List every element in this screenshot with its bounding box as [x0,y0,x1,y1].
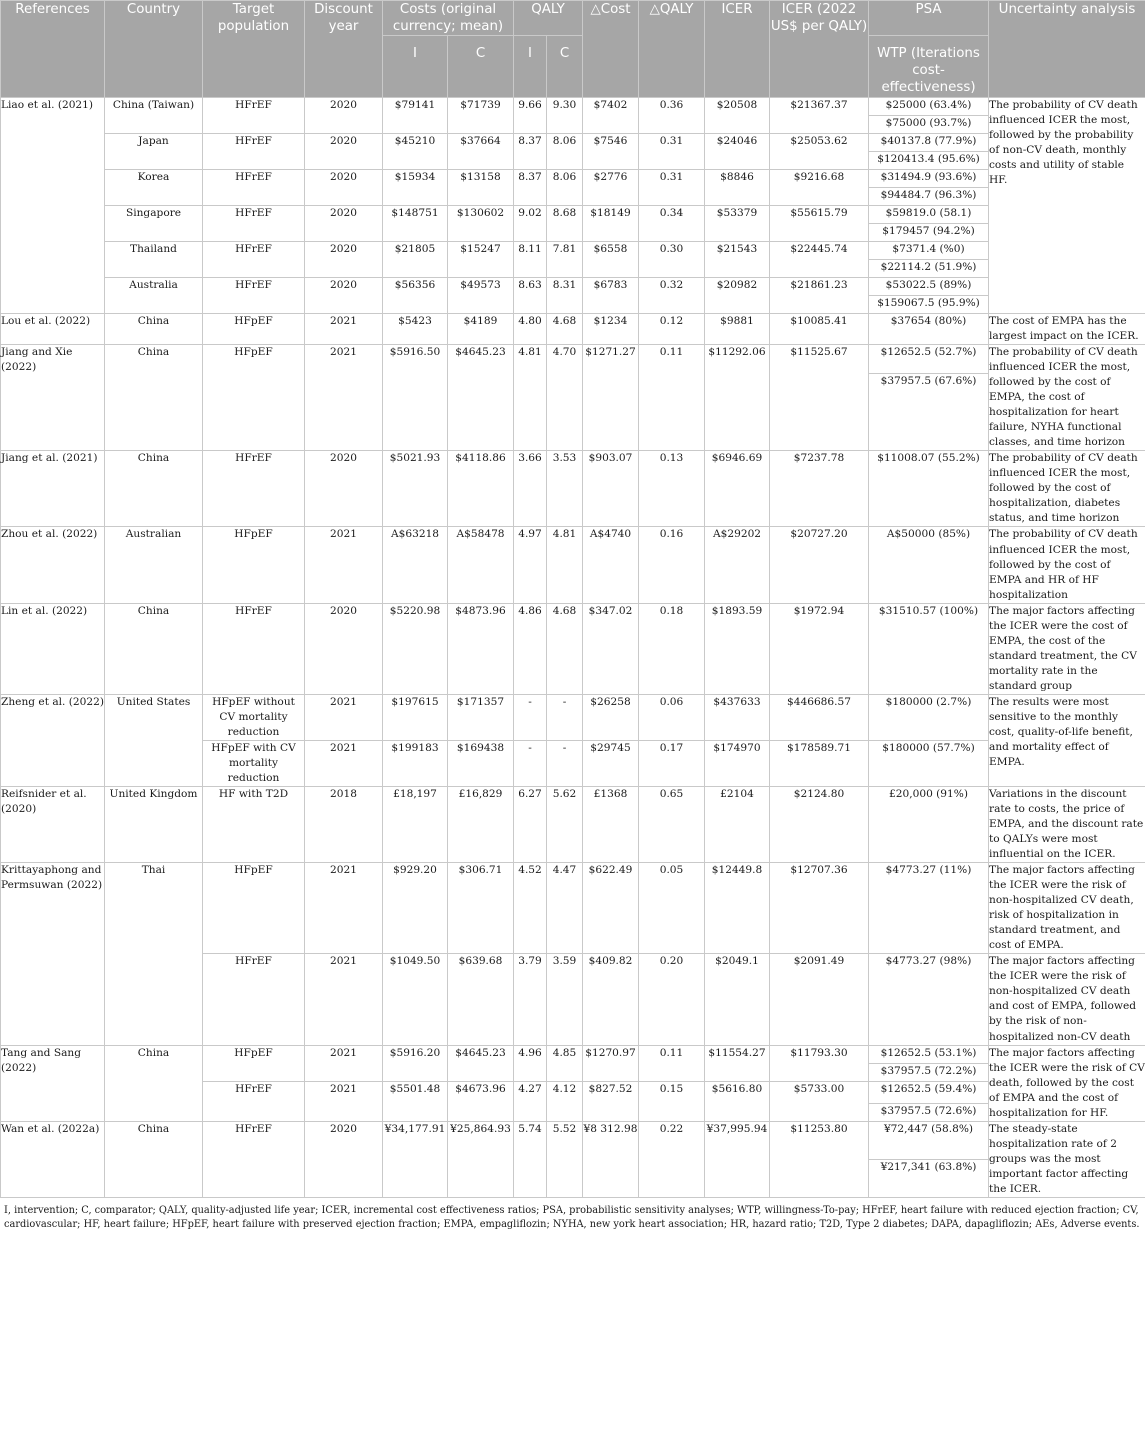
uncertainty-cell: The major factors affecting the ICER were the risk of non-hospitalized CV death and cost of EMPA, followed by the risk of non-hospitalized non-CV death [989,954,1145,1045]
qaly-i-cell: 8.11 [514,242,547,278]
qaly-i-cell: 3.79 [514,954,547,1045]
population-cell: HFrEF [203,206,305,242]
icer-cell: £2104 [705,787,770,863]
col-discount-year: Discount year [305,1,383,98]
icer-2022-cell: $12707.36 [770,863,869,954]
table-footnote: I, intervention; C, comparator; QALY, quality-adjusted life year; ICER, incremental cost effectiveness ratios; PSA, probabilistic sensitivity analyses; WTP, willingness-To-pay; HFrEF, heart failure with reduced ejection fraction; CV, cardiovascular; HF, heart failure; HFpEF, heart failure with preserved ejection fraction; EMPA, empagliflozin; NYHA, new york heart association; HR, hazard ratio; T2D, Type 2 diabetes; DAPA, dapagliflozin; AEs, Adverse events. [4,1204,1140,1231]
psa-cell: ¥72,447 (58.8%) [869,1121,989,1159]
cost-i-cell: $5916.20 [383,1045,448,1081]
delta-cost-cell: $7402 [583,98,639,134]
delta-cost-cell: £1368 [583,787,639,863]
cost-c-cell: $15247 [448,242,514,278]
icer-cell: $12449.8 [705,863,770,954]
delta-cost-cell: $622.49 [583,863,639,954]
population-cell: HFpEF [203,1045,305,1081]
population-cell: HFrEF [203,278,305,314]
cost-i-cell: £18,197 [383,787,448,863]
delta-qaly-cell: 0.13 [639,451,705,527]
table-row [1,98,1145,116]
cost-i-cell: $45210 [383,134,448,170]
delta-qaly-cell: 0.30 [639,242,705,278]
qaly-c-cell: - [547,694,583,740]
qaly-i-cell: 4.52 [514,863,547,954]
icer-2022-cell: $178589.71 [770,740,869,786]
delta-qaly-cell: 0.31 [639,170,705,206]
delta-qaly-cell: 0.06 [639,694,705,740]
icer-cell: $2049.1 [705,954,770,1045]
cost-c-cell: $639.68 [448,954,514,1045]
population-cell: HFrEF [203,98,305,134]
cost-c-cell: $13158 [448,170,514,206]
qaly-c-cell: 5.62 [547,787,583,863]
population-cell: HFrEF [203,134,305,170]
cost-c-cell: £16,829 [448,787,514,863]
uncertainty-cell: The major factors affecting the ICER were the risk of CV death, followed by the cost of EMPA and the cost of hospitalization for HF. [989,1045,1145,1121]
population-cell: HF with T2D [203,787,305,863]
cost-i-cell: $21805 [383,242,448,278]
psa-cell: £20,000 (91%) [869,787,989,863]
qaly-i-cell: 4.80 [514,314,547,345]
qaly-i-cell: 6.27 [514,787,547,863]
country-cell: United States [105,694,203,786]
icer-2022-cell: $55615.79 [770,206,869,242]
col-target-population: Target population [203,1,305,98]
population-cell: HFpEF [203,863,305,954]
cost-i-cell: A$63218 [383,527,448,603]
delta-qaly-cell: 0.22 [639,1121,705,1197]
psa-cell: $75000 (93.7%) [869,116,989,134]
icer-2022-cell: $21861.23 [770,278,869,314]
population-cell: HFpEF with CV mortality reduction [203,740,305,786]
cost-c-cell: A$58478 [448,527,514,603]
table-row [1,345,1145,374]
country-cell: China [105,1121,203,1197]
qaly-c-cell: 4.68 [547,603,583,694]
icer-2022-cell: $446686.57 [770,694,869,740]
icer-cell: $24046 [705,134,770,170]
icer-cell: ¥37,995.94 [705,1121,770,1197]
qaly-c-cell: 8.06 [547,134,583,170]
cost-c-cell: $71739 [448,98,514,134]
icer-cell: $6946.69 [705,451,770,527]
delta-cost-cell: $18149 [583,206,639,242]
qaly-c-cell: 4.47 [547,863,583,954]
qaly-i-cell: 4.86 [514,603,547,694]
col-costs-c: C [448,36,514,98]
col-icer: ICER [705,1,770,98]
icer-2022-cell: $2124.80 [770,787,869,863]
uncertainty-cell: The probability of CV death influenced ICER the most, followed by the probability of non-CV death, monthly costs and utility of stable HF. [989,98,1145,314]
icer-2022-cell: $9216.68 [770,170,869,206]
icer-2022-cell: $20727.20 [770,527,869,603]
qaly-c-cell: 8.06 [547,170,583,206]
cost-i-cell: $5021.93 [383,451,448,527]
delta-qaly-cell: 0.11 [639,345,705,451]
table-body [1,98,1145,1198]
delta-qaly-cell: 0.11 [639,1045,705,1081]
qaly-c-cell: 4.12 [547,1081,583,1121]
cost-c-cell: $49573 [448,278,514,314]
delta-cost-cell: $2776 [583,170,639,206]
cost-c-cell: $169438 [448,740,514,786]
country-cell: Japan [105,134,203,170]
uncertainty-cell: The major factors affecting the ICER were the cost of EMPA, the cost of the standard treatment, the CV mortality rate in the standard group [989,603,1145,694]
population-cell: HFpEF without CV mortality reduction [203,694,305,740]
psa-cell: $37957.5 (67.6%) [869,373,989,451]
psa-cell: $31510.57 (100%) [869,603,989,694]
icer-cell: $21543 [705,242,770,278]
psa-cell: $31494.9 (93.6%) [869,170,989,188]
psa-cell: ¥217,341 (63.8%) [869,1159,989,1197]
reference-cell: Tang and Sang (2022) [1,1045,105,1121]
country-cell: China [105,314,203,345]
psa-cell: $37957.5 (72.2%) [869,1063,989,1081]
delta-cost-cell: $409.82 [583,954,639,1045]
cost-i-cell: $5916.50 [383,345,448,451]
cost-i-cell: $1049.50 [383,954,448,1045]
population-cell: HFrEF [203,954,305,1045]
col-country: Country [105,1,203,98]
uncertainty-cell: The probability of CV death influenced ICER the most, followed by the cost of hospitalization, diabetes status, and time horizon [989,451,1145,527]
delta-cost-cell: A$4740 [583,527,639,603]
population-cell: HFrEF [203,242,305,278]
icer-cell: $9881 [705,314,770,345]
cost-i-cell: $5423 [383,314,448,345]
country-cell: China [105,603,203,694]
population-cell: HFrEF [203,1081,305,1121]
cost-c-cell: $4645.23 [448,1045,514,1081]
col-costs-i: I [383,36,448,98]
reference-cell: Liao et al. (2021) [1,98,105,314]
cost-c-cell: $4118.86 [448,451,514,527]
qaly-c-cell: 8.68 [547,206,583,242]
country-cell: Singapore [105,206,203,242]
qaly-c-cell: 4.70 [547,345,583,451]
uncertainty-cell: The major factors affecting the ICER were the risk of non-hospitalized CV death, risk of hospitalization in standard treatment, and cost of EMPA. [989,863,1145,954]
delta-qaly-cell: 0.05 [639,863,705,954]
icer-cell: $20508 [705,98,770,134]
delta-qaly-cell: 0.17 [639,740,705,786]
year-cell: 2020 [305,98,383,134]
psa-cell: $37957.5 (72.6%) [869,1103,989,1121]
delta-qaly-cell: 0.34 [639,206,705,242]
cost-i-cell: $5220.98 [383,603,448,694]
table-row [1,278,1145,296]
country-cell: Korea [105,170,203,206]
qaly-i-cell: 8.37 [514,170,547,206]
year-cell: 2021 [305,740,383,786]
col-qaly: QALY [514,1,583,36]
icer-cell: $11554.27 [705,1045,770,1081]
year-cell: 2020 [305,206,383,242]
cost-c-cell: $130602 [448,206,514,242]
uncertainty-cell: The results were most sensitive to the monthly cost, quality-of-life benefit, and mortality effect of EMPA. [989,694,1145,786]
icer-2022-cell: $25053.62 [770,134,869,170]
delta-qaly-cell: 0.16 [639,527,705,603]
reference-cell: Wan et al. (2022a) [1,1121,105,1197]
icer-2022-cell: $11793.30 [770,1045,869,1081]
icer-2022-cell: $1972.94 [770,603,869,694]
icer-cell: $1893.59 [705,603,770,694]
year-cell: 2021 [305,314,383,345]
country-cell: Thai [105,863,203,1045]
icer-2022-cell: $22445.74 [770,242,869,278]
year-cell: 2018 [305,787,383,863]
delta-qaly-cell: 0.36 [639,98,705,134]
table-row [1,206,1145,224]
year-cell: 2021 [305,345,383,451]
icer-cell: $20982 [705,278,770,314]
table-row [1,1045,1145,1063]
icer-2022-cell: $21367.37 [770,98,869,134]
cost-i-cell: ¥34,177.91 [383,1121,448,1197]
delta-cost-cell: $29745 [583,740,639,786]
population-cell: HFpEF [203,345,305,451]
qaly-i-cell: 3.66 [514,451,547,527]
psa-cell: $120413.4 (95.6%) [869,152,989,170]
icer-cell: $11292.06 [705,345,770,451]
delta-qaly-cell: 0.32 [639,278,705,314]
delta-cost-cell: $1270.97 [583,1045,639,1081]
cost-i-cell: $929.20 [383,863,448,954]
delta-qaly-cell: 0.18 [639,603,705,694]
reference-cell: Reifsnider et al. (2020) [1,787,105,863]
icer-2022-cell: $11253.80 [770,1121,869,1197]
reference-cell: Jiang and Xie (2022) [1,345,105,451]
year-cell: 2021 [305,954,383,1045]
delta-cost-cell: ¥8 312.98 [583,1121,639,1197]
qaly-c-cell: 7.81 [547,242,583,278]
psa-cell: $180000 (57.7%) [869,740,989,786]
qaly-c-cell: - [547,740,583,786]
year-cell: 2020 [305,278,383,314]
col-qaly-i: I [514,36,547,98]
col-qaly-c: C [547,36,583,98]
delta-cost-cell: $6783 [583,278,639,314]
cost-i-cell: $79141 [383,98,448,134]
psa-cell: $12652.5 (52.7%) [869,345,989,374]
cost-c-cell: $171357 [448,694,514,740]
icer-cell: $174970 [705,740,770,786]
qaly-i-cell: 5.74 [514,1121,547,1197]
uncertainty-cell: The probability of CV death influenced ICER the most, followed by the cost of EMPA and HR of HF hospitalization [989,527,1145,603]
cost-c-cell: $4873.96 [448,603,514,694]
table-header [1,1,1145,98]
year-cell: 2021 [305,694,383,740]
qaly-c-cell: 8.31 [547,278,583,314]
table-row [1,170,1145,188]
year-cell: 2020 [305,451,383,527]
qaly-c-cell: 4.68 [547,314,583,345]
qaly-i-cell: 9.02 [514,206,547,242]
qaly-i-cell: 8.63 [514,278,547,314]
psa-cell: $180000 (2.7%) [869,694,989,740]
cost-i-cell: $197615 [383,694,448,740]
qaly-i-cell: 4.97 [514,527,547,603]
psa-cell: $53022.5 (89%) [869,278,989,296]
cost-i-cell: $199183 [383,740,448,786]
cost-c-cell: $4673.96 [448,1081,514,1121]
reference-cell: Krittayaphong and Permsuwan (2022) [1,863,105,1045]
psa-cell: $4773.27 (11%) [869,863,989,954]
reference-cell: Lin et al. (2022) [1,603,105,694]
delta-qaly-cell: 0.20 [639,954,705,1045]
delta-qaly-cell: 0.65 [639,787,705,863]
psa-cell: $22114.2 (51.9%) [869,260,989,278]
qaly-i-cell: 4.81 [514,345,547,451]
psa-cell: $179457 (94.2%) [869,224,989,242]
icer-cell: A$29202 [705,527,770,603]
col-delta-qaly: △QALY [639,1,705,98]
uncertainty-cell: The steady-state hospitalization rate of 2 groups was the most important factor affecting the ICER. [989,1121,1145,1197]
qaly-i-cell: 4.27 [514,1081,547,1121]
table-row [1,694,1145,740]
delta-cost-cell: $903.07 [583,451,639,527]
reference-cell: Zhou et al. (2022) [1,527,105,603]
cost-c-cell: $4645.23 [448,345,514,451]
table-row [1,134,1145,152]
psa-cell: $12652.5 (53.1%) [869,1045,989,1063]
country-cell: China [105,451,203,527]
delta-cost-cell: $26258 [583,694,639,740]
year-cell: 2020 [305,134,383,170]
table-row [1,242,1145,260]
year-cell: 2020 [305,1121,383,1197]
qaly-i-cell: 4.96 [514,1045,547,1081]
delta-cost-cell: $1271.27 [583,345,639,451]
col-uncertainty: Uncertainty analysis [989,1,1145,98]
icer-2022-cell: $10085.41 [770,314,869,345]
qaly-i-cell: 8.37 [514,134,547,170]
reference-cell: Zheng et al. (2022) [1,694,105,786]
psa-cell: $59819.0 (58.1) [869,206,989,224]
country-cell: United Kingdom [105,787,203,863]
table-row [1,863,1145,954]
reference-cell: Lou et al. (2022) [1,314,105,345]
qaly-c-cell: 3.59 [547,954,583,1045]
population-cell: HFrEF [203,1121,305,1197]
country-cell: China [105,345,203,451]
cost-c-cell: ¥25,864.93 [448,1121,514,1197]
icer-cell: $437633 [705,694,770,740]
population-cell: HFrEF [203,603,305,694]
delta-cost-cell: $347.02 [583,603,639,694]
psa-cell: A$50000 (85%) [869,527,989,603]
cost-i-cell: $15934 [383,170,448,206]
col-icer-2022: ICER (2022 US$ per QALY) [770,1,869,98]
table-row [1,527,1145,603]
population-cell: HFrEF [203,451,305,527]
qaly-c-cell: 9.30 [547,98,583,134]
psa-cell: $4773.27 (98%) [869,954,989,1045]
qaly-c-cell: 4.81 [547,527,583,603]
icer-2022-cell: $5733.00 [770,1081,869,1121]
table-row [1,314,1145,345]
country-cell: Thailand [105,242,203,278]
cost-c-cell: $4189 [448,314,514,345]
psa-cell: $25000 (63.4%) [869,98,989,116]
country-cell: China (Taiwan) [105,98,203,134]
year-cell: 2021 [305,1081,383,1121]
qaly-i-cell: - [514,740,547,786]
psa-cell: $11008.07 (55.2%) [869,451,989,527]
psa-cell: $12652.5 (59.4%) [869,1081,989,1103]
qaly-i-cell: - [514,694,547,740]
year-cell: 2020 [305,170,383,206]
year-cell: 2020 [305,242,383,278]
year-cell: 2020 [305,603,383,694]
reference-cell: Jiang et al. (2021) [1,451,105,527]
col-references: References [1,1,105,98]
icer-cell: $8846 [705,170,770,206]
delta-cost-cell: $6558 [583,242,639,278]
psa-cell: $94484.7 (96.3%) [869,188,989,206]
psa-cell: $37654 (80%) [869,314,989,345]
population-cell: HFpEF [203,314,305,345]
psa-cell: $159067.5 (95.9%) [869,296,989,314]
delta-qaly-cell: 0.31 [639,134,705,170]
delta-qaly-cell: 0.12 [639,314,705,345]
table-row [1,603,1145,694]
year-cell: 2021 [305,863,383,954]
qaly-c-cell: 3.53 [547,451,583,527]
icer-2022-cell: $7237.78 [770,451,869,527]
country-cell: Australian [105,527,203,603]
country-cell: China [105,1045,203,1121]
header-row [1,1,1145,36]
psa-cell: $40137.8 (77.9%) [869,134,989,152]
icer-cell: $5616.80 [705,1081,770,1121]
icer-2022-cell: $11525.67 [770,345,869,451]
col-psa-wtp: WTP (Iterations cost-effectiveness) [869,36,989,98]
psa-cell: $7371.4 (%0) [869,242,989,260]
table-row [1,1121,1145,1159]
delta-cost-cell: $1234 [583,314,639,345]
qaly-c-cell: 5.52 [547,1121,583,1197]
table-row [1,451,1145,527]
cost-i-cell: $5501.48 [383,1081,448,1121]
cost-c-cell: $37664 [448,134,514,170]
col-psa: PSA [869,1,989,36]
qaly-c-cell: 4.85 [547,1045,583,1081]
delta-qaly-cell: 0.15 [639,1081,705,1121]
population-cell: HFpEF [203,527,305,603]
delta-cost-cell: $7546 [583,134,639,170]
cost-i-cell: $56356 [383,278,448,314]
col-costs: Costs (original currency; mean) [383,1,514,36]
cost-i-cell: $148751 [383,206,448,242]
uncertainty-cell: Variations in the discount rate to costs, the price of EMPA, and the discount rate to QALYs were most influential on the ICER. [989,787,1145,863]
icer-cell: $53379 [705,206,770,242]
col-delta-cost: △Cost [583,1,639,98]
country-cell: Australia [105,278,203,314]
population-cell: HFrEF [203,170,305,206]
uncertainty-cell: The probability of CV death influenced ICER the most, followed by the cost of EMPA, the cost of hospitalization for heart failure, NYHA functional classes, and time horizon [989,345,1145,451]
year-cell: 2021 [305,527,383,603]
year-cell: 2021 [305,1045,383,1081]
delta-cost-cell: $827.52 [583,1081,639,1121]
icer-2022-cell: $2091.49 [770,954,869,1045]
table-row [1,787,1145,863]
qaly-i-cell: 9.66 [514,98,547,134]
uncertainty-cell: The cost of EMPA has the largest impact on the ICER. [989,314,1145,345]
cost-c-cell: $306.71 [448,863,514,954]
